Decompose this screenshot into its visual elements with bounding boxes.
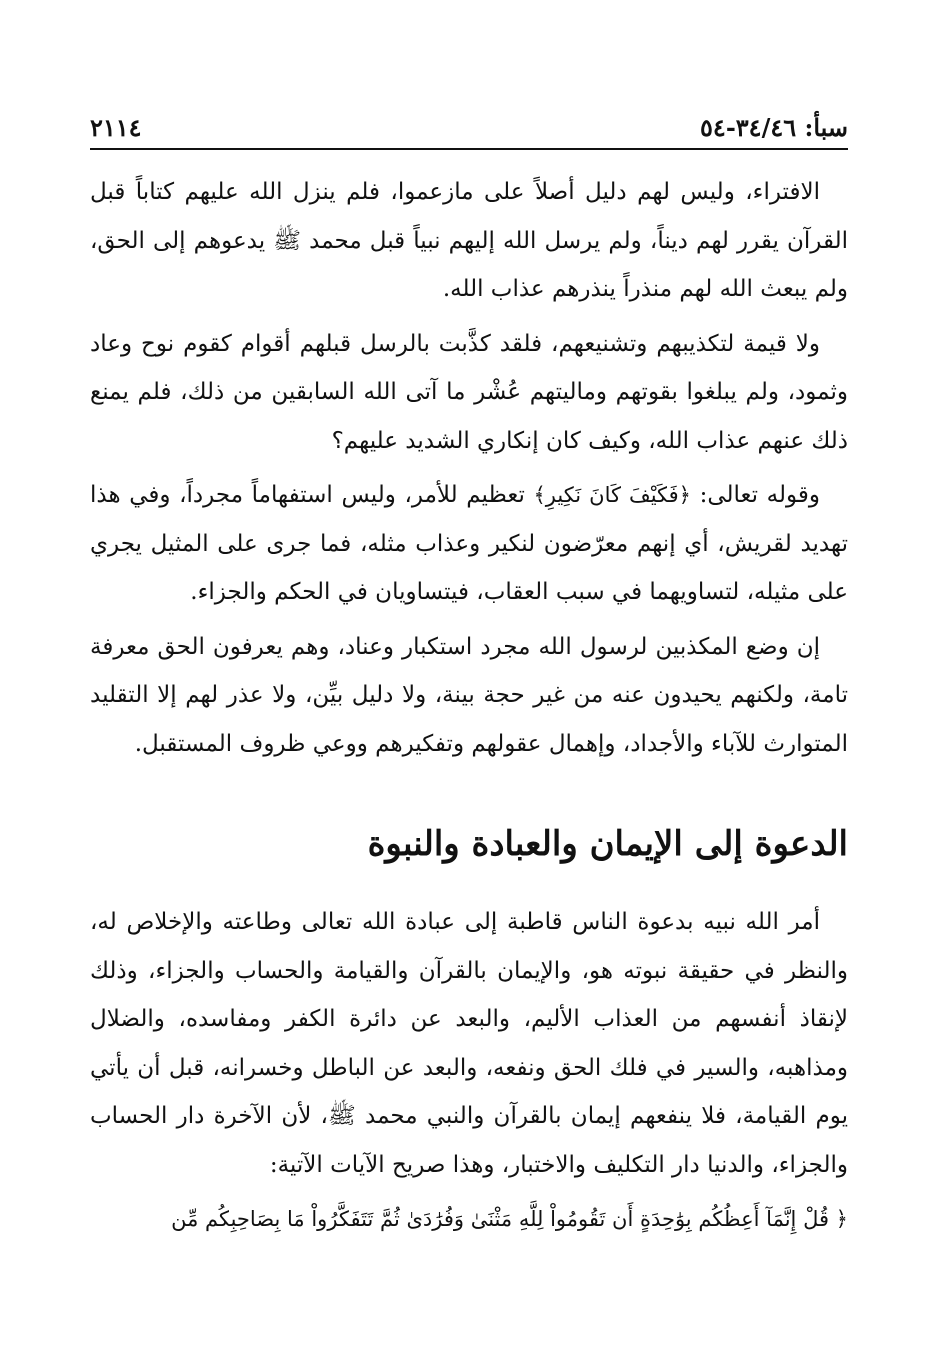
paragraph-1: الافتراء، وليس لهم دليل أصلاً على مازعموا، فلم ينزل الله عليهم كتاباً قبل القرآن يقرر لهم ديناً، ولم يرسل الله إليهم نبياً قبل محمد ﷺ يدعوهم إلى الحق، ولم يبعث الله لهم منذراً ينذرهم عذاب الله. <box>90 179 848 302</box>
paragraph-4: إن وضع المكذبين لرسول الله مجرد استكبار وعناد، وهم يعرفون الحق معرفة تامة، ولكنهم يحيدون عنه من غير حجة بينة، ولا دليل بيِّن، ولا عذر لهم إلا التقليد المتوارث للآباء والأجداد، وإهمال عقولهم وتفكيرهم ووعي ظروف المستقبل. <box>90 633 848 757</box>
running-header <box>90 110 848 150</box>
paragraph-3 <box>90 471 848 617</box>
paragraph-3-rest: تعظيم للأمر، وليس استفهاماً مجرداً، وفي هذا تهديد لقريش، أي إنهم معرّضون لنكير وعذاب مثله، فما جرى على المثيل يجري على مثيله، لتساويهما في سبب العقاب، فيتساويان في الحكم والجزاء. <box>90 482 848 605</box>
quran-quote-inline: ﴿فَكَيْفَ كَانَ نَكِيرِ﴾ <box>533 483 691 507</box>
surah-reference: سبأ: ٣٤/٤٦-٥٤ <box>700 113 848 142</box>
section-heading: الدعوة إلى الإيمان والعبادة والنبوة <box>367 824 848 864</box>
paragraph-5: أمر الله نبيه بدعوة الناس قاطبة إلى عبادة الله تعالى وطاعته والإخلاص له، والنظر في حقيقة نبوته هو، والإيمان بالقرآن والقيامة والحساب والجزاء، وذلك لإنقاذ أنفسهم من العذاب الأليم، والبعد عن دائرة الكفر ومفاسده، والضلال ومذاهبه، والسير في فلك الحق ونفعه، والبعد عن الباطل وخسرانه، قبل أن يأتي يوم القيامة، فلا ينفعهم إيمان بالقرآن والنبي محمد ﷺ، لأن الآخرة دار الحساب والجزاء، والدنيا دار التكليف والاختبار، وهذا صريح الآيات الآتية: <box>90 909 848 1178</box>
page-number: ٢١١٤ <box>90 113 142 142</box>
paragraph-3-intro: وقوله تعالى: <box>690 482 820 508</box>
body-text <box>90 168 848 1250</box>
quran-verse: ﴿ قُلْ إِنَّمَآ أَعِظُكُم بِوَٰحِدَةٍ أَن تَقُومُواْ لِلَّهِ مَثْنَىٰ وَفُرَٰدَىٰ ثُمَّ تَتَفَكَّرُواْ مَا بِصَاحِبِكُم مِّن <box>171 1207 848 1231</box>
book-page <box>90 0 848 1369</box>
paragraph-2: ولا قيمة لتكذيبهم وتشنيعهم، فلقد كذَّبت بالرسل قبلهم أقوام كقوم نوح وعاد وثمود، ولم يبلغوا بقوتهم وماليتهم عُشْر ما آتى الله السابقين من ذلك، فلم يمنع ذلك عنهم عذاب الله، وكيف كان إنكاري الشديد عليهم؟ <box>90 330 848 454</box>
